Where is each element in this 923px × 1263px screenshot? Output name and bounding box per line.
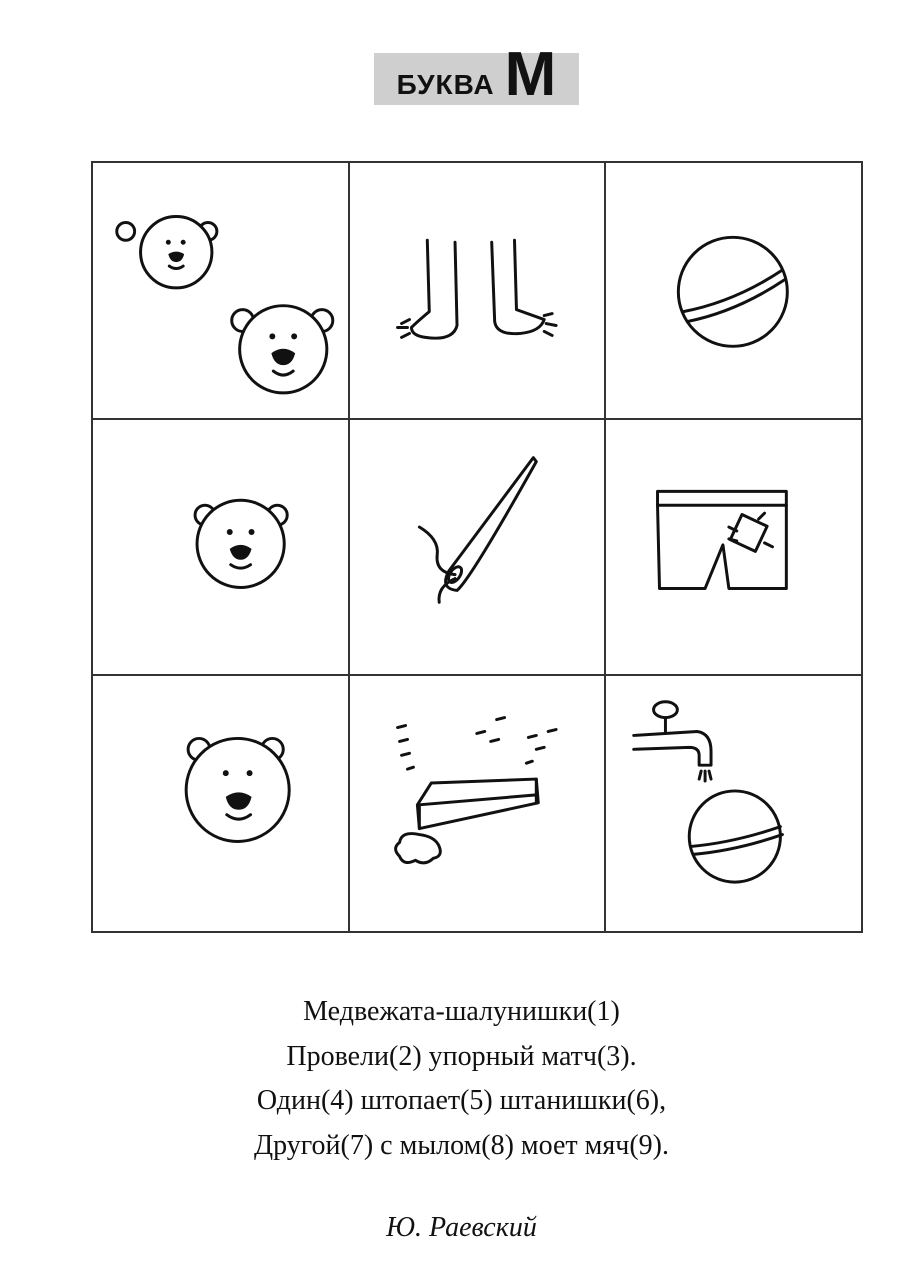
poem-line-2: Провели(2) упорный матч(3). — [286, 1040, 637, 1072]
letter-heading — [374, 39, 579, 109]
grid-cell-8 — [349, 675, 606, 932]
ball-icon — [606, 163, 861, 418]
grid-cell-3 — [605, 162, 862, 419]
poem — [0, 990, 923, 1168]
poem-line-1: Медвежата-шалунишки(1) — [303, 996, 620, 1027]
needle-thread-icon — [350, 420, 605, 675]
grid-cell-4 — [92, 419, 349, 676]
picture-grid — [91, 161, 863, 933]
patched-shorts-icon — [606, 420, 861, 675]
heading-letter: М — [504, 39, 557, 109]
poem-line-3: Один(4) штопает(5) штанишки(6), — [256, 1085, 667, 1116]
bear-icon — [93, 676, 348, 931]
grid-cell-6 — [605, 419, 862, 676]
poem-author: Ю. Раевский — [386, 1212, 537, 1243]
bear-icon — [93, 420, 348, 675]
grid-cell-2 — [349, 162, 606, 419]
heading-word: БУКВА — [396, 69, 495, 100]
grid-cell-7 — [92, 675, 349, 932]
ball-under-tap-icon — [606, 676, 861, 931]
grid-cell-1 — [92, 162, 349, 419]
bear-legs-icon — [350, 163, 605, 418]
grid-cell-5 — [349, 419, 606, 676]
soap-bar-icon — [350, 676, 605, 931]
two-bears-icon — [93, 163, 348, 418]
grid-cell-9 — [605, 675, 862, 932]
poem-line-4: Другой(7) с мылом(8) моет мяч(9). — [254, 1129, 669, 1161]
